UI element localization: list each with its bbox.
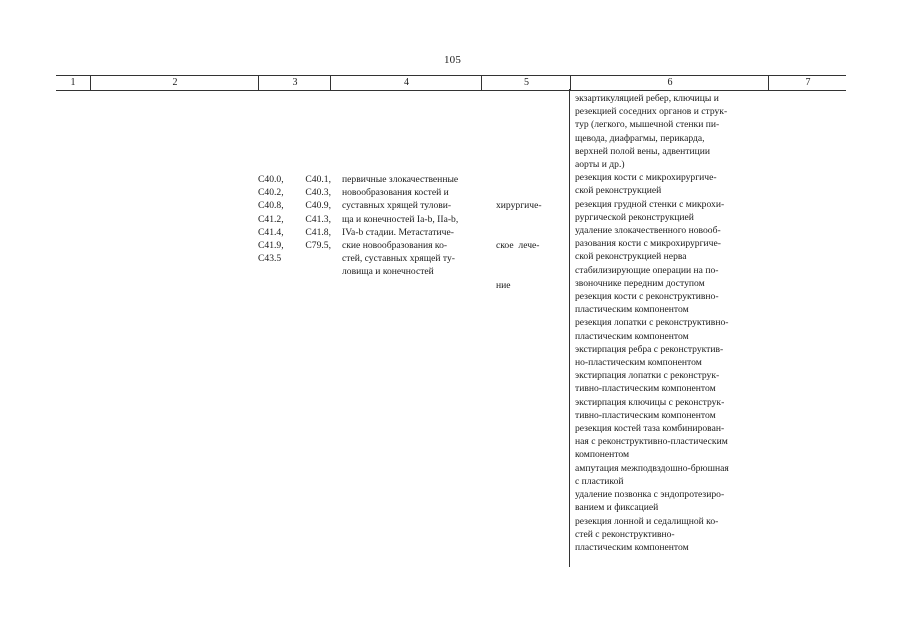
treatment-method-line: экзартикуляцией ребер, ключицы и: [575, 93, 719, 104]
code-row: [258, 226, 331, 239]
treatment-method: [575, 171, 769, 197]
diagnosis-line: новообразования костей и: [342, 187, 449, 199]
treatment-method: [575, 343, 769, 369]
diagnosis-line: ловища и конечностей: [342, 266, 434, 278]
treatment-method-line: экстирпация ключицы с реконструк-: [575, 396, 725, 408]
code: С40.2,: [258, 187, 284, 199]
code-row: [258, 213, 331, 226]
column-header-1: 1: [70, 77, 76, 88]
treatment-method-line: удаление злокачественного новооб-: [575, 225, 721, 237]
code: С40.8,: [258, 200, 284, 212]
treatment-method-line: резекция кости с микрохирургиче-: [575, 172, 717, 184]
column-header-7: 7: [768, 76, 847, 90]
code-row: [258, 252, 331, 265]
code: С43.5: [258, 253, 282, 265]
treatment-method-line: пластическим компонентом: [575, 541, 689, 553]
treatment-method-line: аорты и др.): [575, 159, 625, 171]
treatment-method-line: верхней полой вены, адвентиции: [575, 145, 711, 157]
treatment-method: [575, 198, 769, 224]
treatment-method-line: резекцией соседних органов и струк-: [575, 106, 728, 118]
treatment-method-line: резекция лопатки с реконструктивно-: [575, 317, 729, 329]
treatment-method: [575, 515, 769, 555]
treatment-line: ское лече-: [496, 240, 540, 252]
treatment-method-line: резекция грудной стенки с микрохи-: [575, 198, 725, 210]
treatment-method-line: ской реконструкцией нерва: [575, 251, 687, 263]
column-header-5: 5: [481, 76, 571, 90]
treatment-method-line: стабилизирующие операции на по-: [575, 264, 719, 276]
treatment-method-line: тивно-пластическим компонентом: [575, 383, 716, 395]
treatment-method-line: тивно-пластическим компонентом: [575, 409, 716, 421]
diagnosis-line: ские новообразования ко-: [342, 240, 448, 252]
treatment-method: [575, 92, 769, 171]
treatment-method-line: рургической реконструкцией: [575, 211, 694, 223]
treatment-method-line: ная с реконструктивно-пластическим: [575, 436, 728, 448]
code: С41.3,: [305, 213, 331, 225]
code: С40.0,: [258, 174, 284, 185]
treatment-method: [575, 369, 769, 395]
treatment-method: [575, 422, 769, 462]
treatment-line: хирургиче-: [496, 200, 542, 212]
diagnosis-line: IVa-b стадии. Метастатиче-: [342, 226, 454, 238]
code-row: [258, 199, 331, 212]
treatment-method-line: звоночнике передним доступом: [575, 277, 705, 289]
treatment-method-line: резекция лонной и седалищной ко-: [575, 515, 719, 527]
treatment-method: [575, 316, 769, 342]
treatment-method-line: стей с реконструктивно-: [575, 528, 675, 540]
treatment-method-line: ампутация межподвздошно-брюшная: [575, 462, 729, 474]
treatment-method-line: тур (легкого, мышечной стенки пи-: [575, 119, 720, 131]
treatment-method: [575, 290, 769, 316]
column-header-3: 3: [258, 76, 331, 90]
treatment-methods: [575, 92, 769, 554]
treatment-method: [575, 488, 769, 514]
treatment-line: ние: [496, 279, 511, 291]
diagnosis-text: [342, 173, 486, 279]
table-header-row: [56, 75, 846, 91]
page-number: 105: [443, 54, 462, 66]
code: С41.9,: [258, 240, 284, 252]
treatment-type: [496, 173, 564, 305]
treatment-method-line: пластическим компонентом: [575, 304, 689, 316]
code: С41.4,: [258, 226, 284, 238]
treatment-method-line: экстирпация ребра с реконструктив-: [575, 343, 724, 355]
treatment-method-line: но-пластическим компонентом: [575, 357, 702, 369]
diagnosis-line: суставных хрящей тулови-: [342, 200, 452, 212]
treatment-method: [575, 396, 769, 422]
treatment-method: [575, 224, 769, 264]
treatment-method-line: экстирпация лопатки с реконструк-: [575, 370, 720, 382]
diagnosis-codes: [258, 173, 331, 265]
treatment-method-line: удаление позвонка с эндопротезиро-: [575, 489, 725, 501]
diagnosis-line: первичные злокачественные: [342, 174, 459, 185]
treatment-method-line: ской реконструкцией: [575, 185, 662, 197]
treatment-method-line: резекция кости с реконструктивно-: [575, 291, 719, 303]
treatment-method-line: щевода, диафрагмы, перикарда,: [575, 132, 705, 144]
code: С40.3,: [305, 187, 331, 199]
diagnosis-line: стей, суставных хрящей ту-: [342, 253, 455, 265]
treatment-method-line: компонентом: [575, 449, 630, 461]
column-header-4: 4: [330, 76, 482, 90]
treatment-method-line: резекция костей таза комбинирован-: [575, 423, 725, 435]
treatment-method: [575, 264, 769, 290]
code-row: [258, 186, 331, 199]
code: С79.5,: [305, 240, 331, 252]
code: С40.1,: [305, 174, 331, 185]
treatment-method: [575, 462, 769, 488]
treatment-method-line: с пластикой: [575, 475, 624, 487]
treatment-method-line: ванием и фиксацией: [575, 502, 659, 514]
column-header-6: 6: [570, 76, 769, 90]
code-row: [258, 239, 331, 252]
code: С41.2,: [258, 213, 284, 225]
code: С41.8,: [305, 226, 331, 238]
treatment-method-line: разования кости с микрохирургиче-: [575, 238, 721, 250]
code-row: [258, 173, 331, 186]
code: С40.9,: [305, 200, 331, 212]
column-6-left-rule: [569, 89, 570, 567]
column-header-2: 2: [90, 76, 259, 90]
diagnosis-line: ща и конечностей Ia-b, IIa-b,: [342, 213, 459, 225]
treatment-method-line: пластическим компонентом: [575, 330, 689, 342]
